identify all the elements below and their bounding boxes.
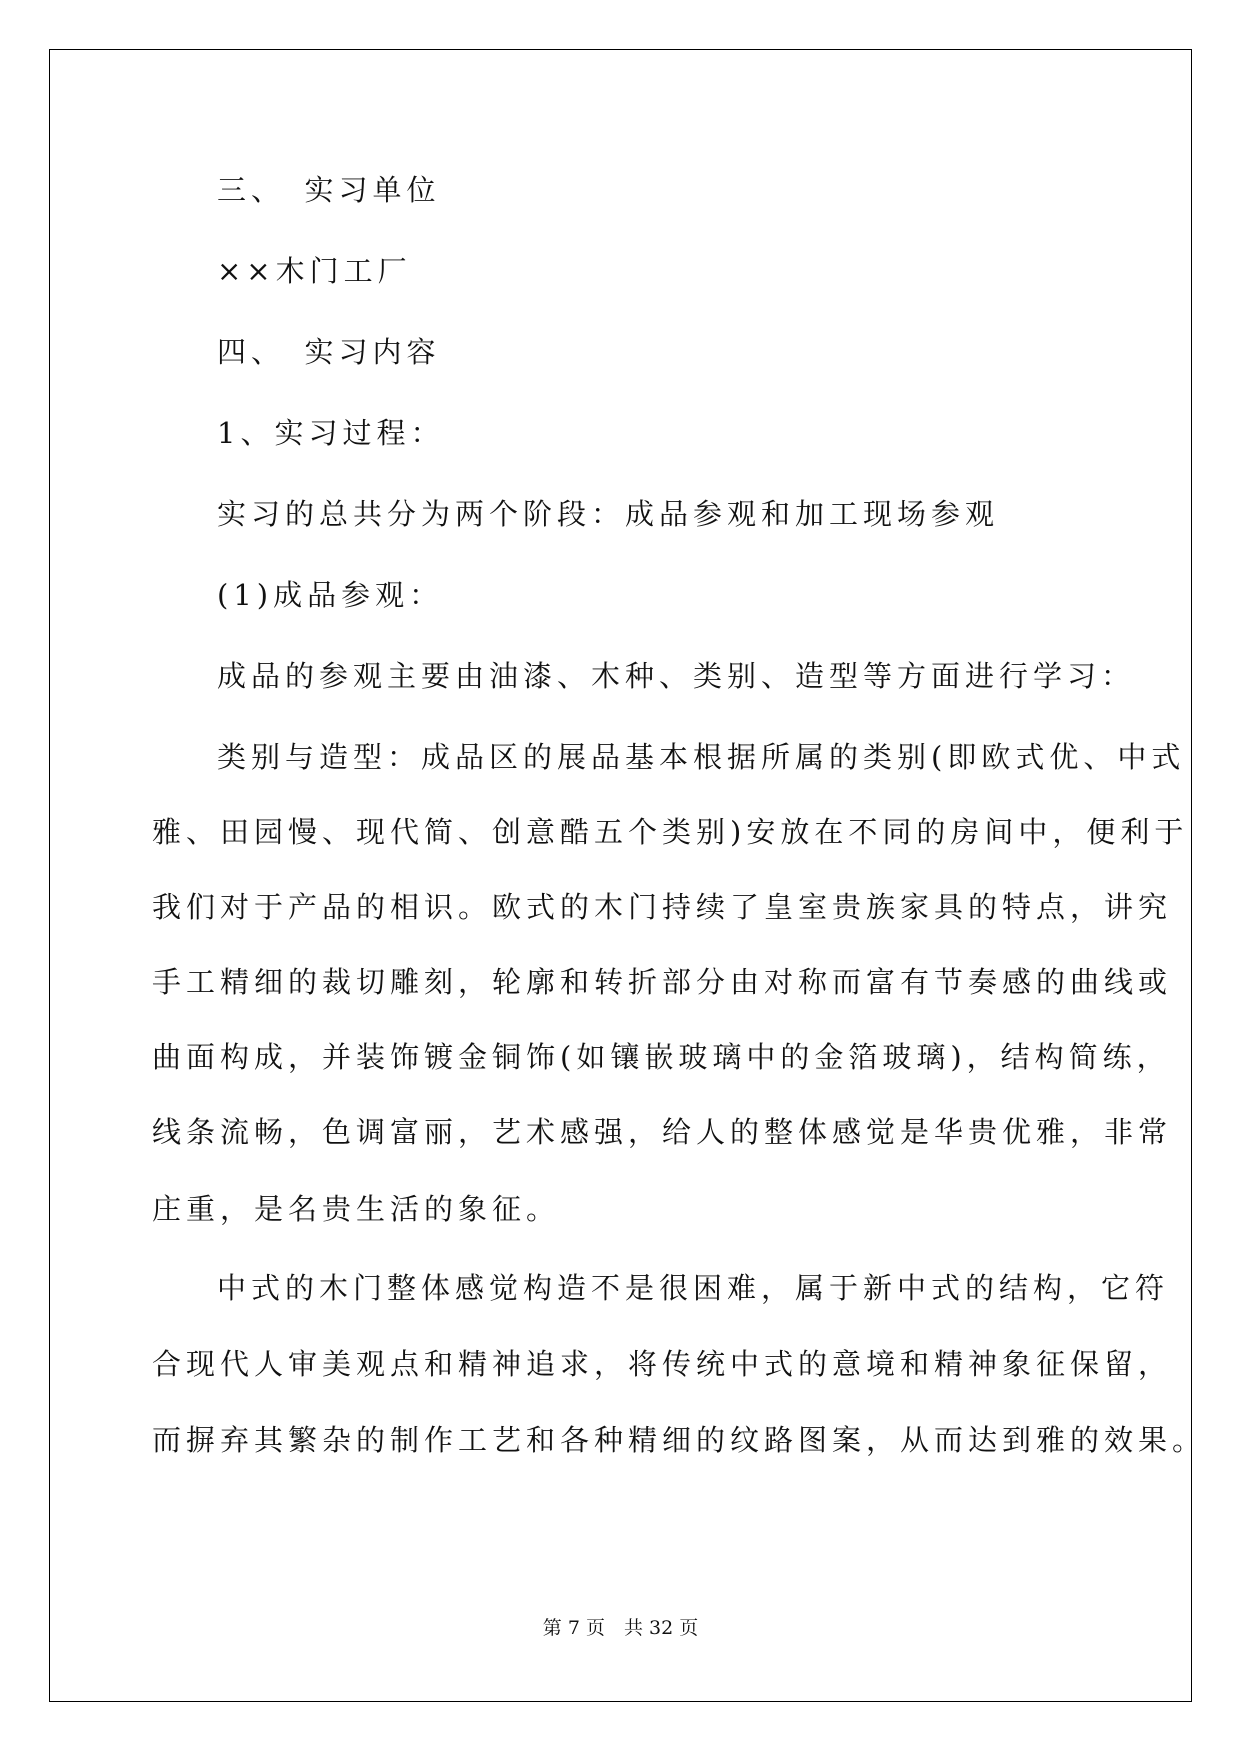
paragraph-line: 曲面构成，并装饰镀金铜饰(如镶嵌玻璃中的金箔玻璃)，结构简练， [152,1040,1171,1074]
paragraph-line: 合现代人审美观点和精神追求，将传统中式的意境和精神象征保留， [152,1347,1173,1381]
section-heading-internship-content: 四、 实习内容 [217,335,441,369]
paragraph-line: 雅、田园慢、现代简、创意酷五个类别)安放在不同的房间中，便利于 [152,815,1189,849]
paragraph-line: 中式的木门整体感觉构造不是很困难，属于新中式的结构，它符 [217,1271,1170,1305]
paragraph-line: 成品的参观主要由油漆、木种、类别、造型等方面进行学习： [217,659,1136,693]
subsection-heading: (1)成品参观： [217,578,444,612]
paragraph-line: 线条流畅，色调富丽，艺术感强，给人的整体感觉是华贵优雅，非常 [152,1115,1173,1149]
subsection-heading: 1、实习过程： [217,416,445,450]
paragraph-line: 实习的总共分为两个阶段：成品参观和加工现场参观 [217,497,1000,531]
paragraph-line: 手工精细的裁切雕刻，轮廓和转折部分由对称而富有节奏感的曲线或 [152,965,1173,999]
page-number: 第 7 页 共 32 页 [542,1617,699,1639]
paragraph-line: 而摒弃其繁杂的制作工艺和各种精细的纹路图案，从而达到雅的效果。 [152,1423,1207,1457]
section-heading-internship-unit: 三、 实习单位 [217,173,441,207]
paragraph-line: 我们对于产品的相识。欧式的木门持续了皇室贵族家具的特点，讲究 [152,890,1173,924]
paragraph-line: ××木门工厂 [217,254,412,288]
paragraph-line: 庄重，是名贵生活的象征。 [152,1192,561,1226]
paragraph-line: 类别与造型：成品区的展品基本根据所属的类别(即欧式优、中式 [217,740,1186,774]
